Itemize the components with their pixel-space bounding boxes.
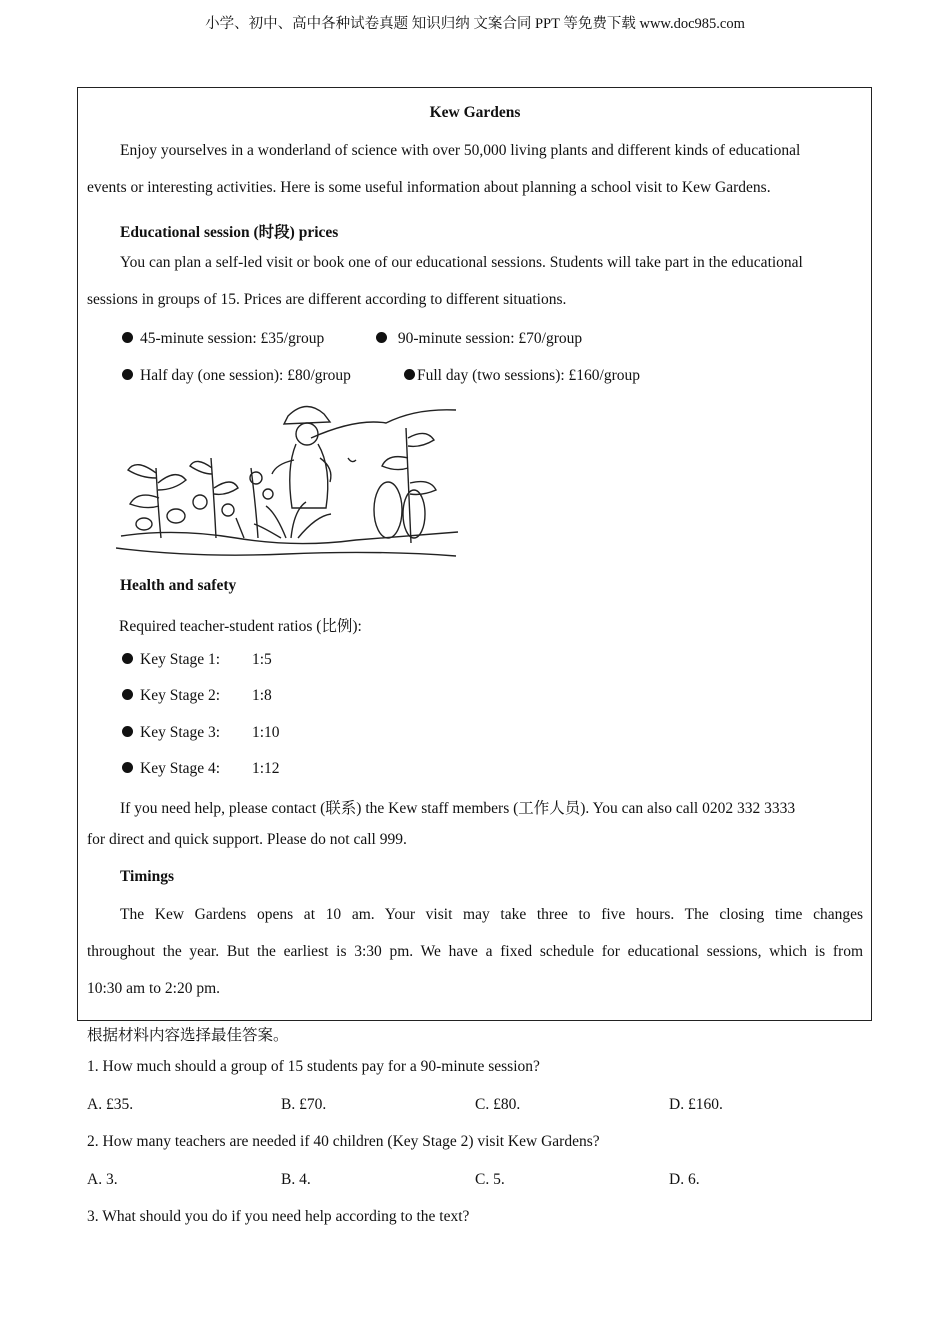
bullet-icon [122, 332, 133, 343]
passage-title: Kew Gardens [429, 104, 521, 121]
q2-option-d[interactable]: D. 6. [669, 1171, 700, 1188]
ratio-item: Key Stage 1: 1:5 [122, 651, 272, 669]
price-item: 90-minute session: £70/group [376, 330, 582, 348]
prices-line-2: sessions in groups of 15. Prices are different according to different situations. [87, 291, 567, 308]
timings-heading: Timings [120, 868, 174, 885]
page-header: 小学、初中、高中各种试卷真题 知识归纳 文案合同 PPT 等免费下载 www.doc985.com [205, 16, 745, 32]
prices-line-1: You can plan a self-led visit or book one of our educational sessions. Students will take part in the educational [120, 254, 803, 271]
q1-option-c[interactable]: C. £80. [475, 1096, 521, 1113]
questions-instruction: 根据材料内容选择最佳答案。 [87, 1027, 289, 1044]
q1-option-b[interactable]: B. £70. [281, 1096, 327, 1113]
question-3: 3. What should you do if you need help according to the text? [87, 1208, 470, 1225]
price-item: 45-minute session: £35/group [122, 330, 324, 348]
bullet-icon [122, 369, 133, 380]
q1-option-d[interactable]: D. £160. [669, 1096, 723, 1113]
intro-line-2: events or interesting activities. Here is some useful information about planning a school visit to Kew Gardens. [87, 179, 771, 196]
timings-line-3: 10:30 am to 2:20 pm. [87, 980, 221, 997]
q1-option-a[interactable]: A. £35. [87, 1096, 134, 1113]
price-item: Half day (one session): £80/group [122, 367, 351, 385]
ratio-item: Key Stage 3: 1:10 [122, 724, 280, 742]
bullet-icon [122, 726, 133, 737]
intro-line-1: Enjoy yourselves in a wonderland of science with over 50,000 living plants and different kinds of educational [120, 142, 801, 159]
q2-option-c[interactable]: C. 5. [475, 1171, 505, 1188]
timings-line-2: throughout the year. But the earliest is 3:30 pm. We have a fixed schedule for educational sessions, which is from [87, 943, 863, 960]
question-2: 2. How many teachers are needed if 40 children (Key Stage 2) visit Kew Gardens? [87, 1133, 600, 1150]
ratio-item: Key Stage 2: 1:8 [122, 687, 272, 705]
question-1: 1. How much should a group of 15 students pay for a 90-minute session? [87, 1058, 540, 1075]
q2-option-a[interactable]: A. 3. [87, 1171, 118, 1188]
health-heading: Health and safety [120, 577, 237, 594]
help-line-1: If you need help, please contact (联系) the Kew staff members (工作人员). You can also call 0202 332 3333 [120, 800, 796, 817]
bullet-icon [376, 332, 387, 343]
price-item: Full day (two sessions): £160/group [404, 367, 640, 385]
ratios-label: Required teacher-student ratios (比例): [119, 618, 362, 635]
prices-heading: Educational session (时段) prices [120, 224, 339, 241]
ratio-item: Key Stage 4: 1:12 [122, 760, 280, 778]
bullet-icon [122, 689, 133, 700]
garden-illustration [116, 398, 461, 564]
bullet-icon [122, 762, 133, 773]
q2-option-b[interactable]: B. 4. [281, 1171, 311, 1188]
bullet-icon [122, 653, 133, 664]
timings-line-1: The Kew Gardens opens at 10 am. Your visit may take three to five hours. The closing time changes [120, 906, 863, 923]
bullet-icon [404, 369, 415, 380]
help-line-2: for direct and quick support. Please do not call 999. [87, 831, 407, 848]
